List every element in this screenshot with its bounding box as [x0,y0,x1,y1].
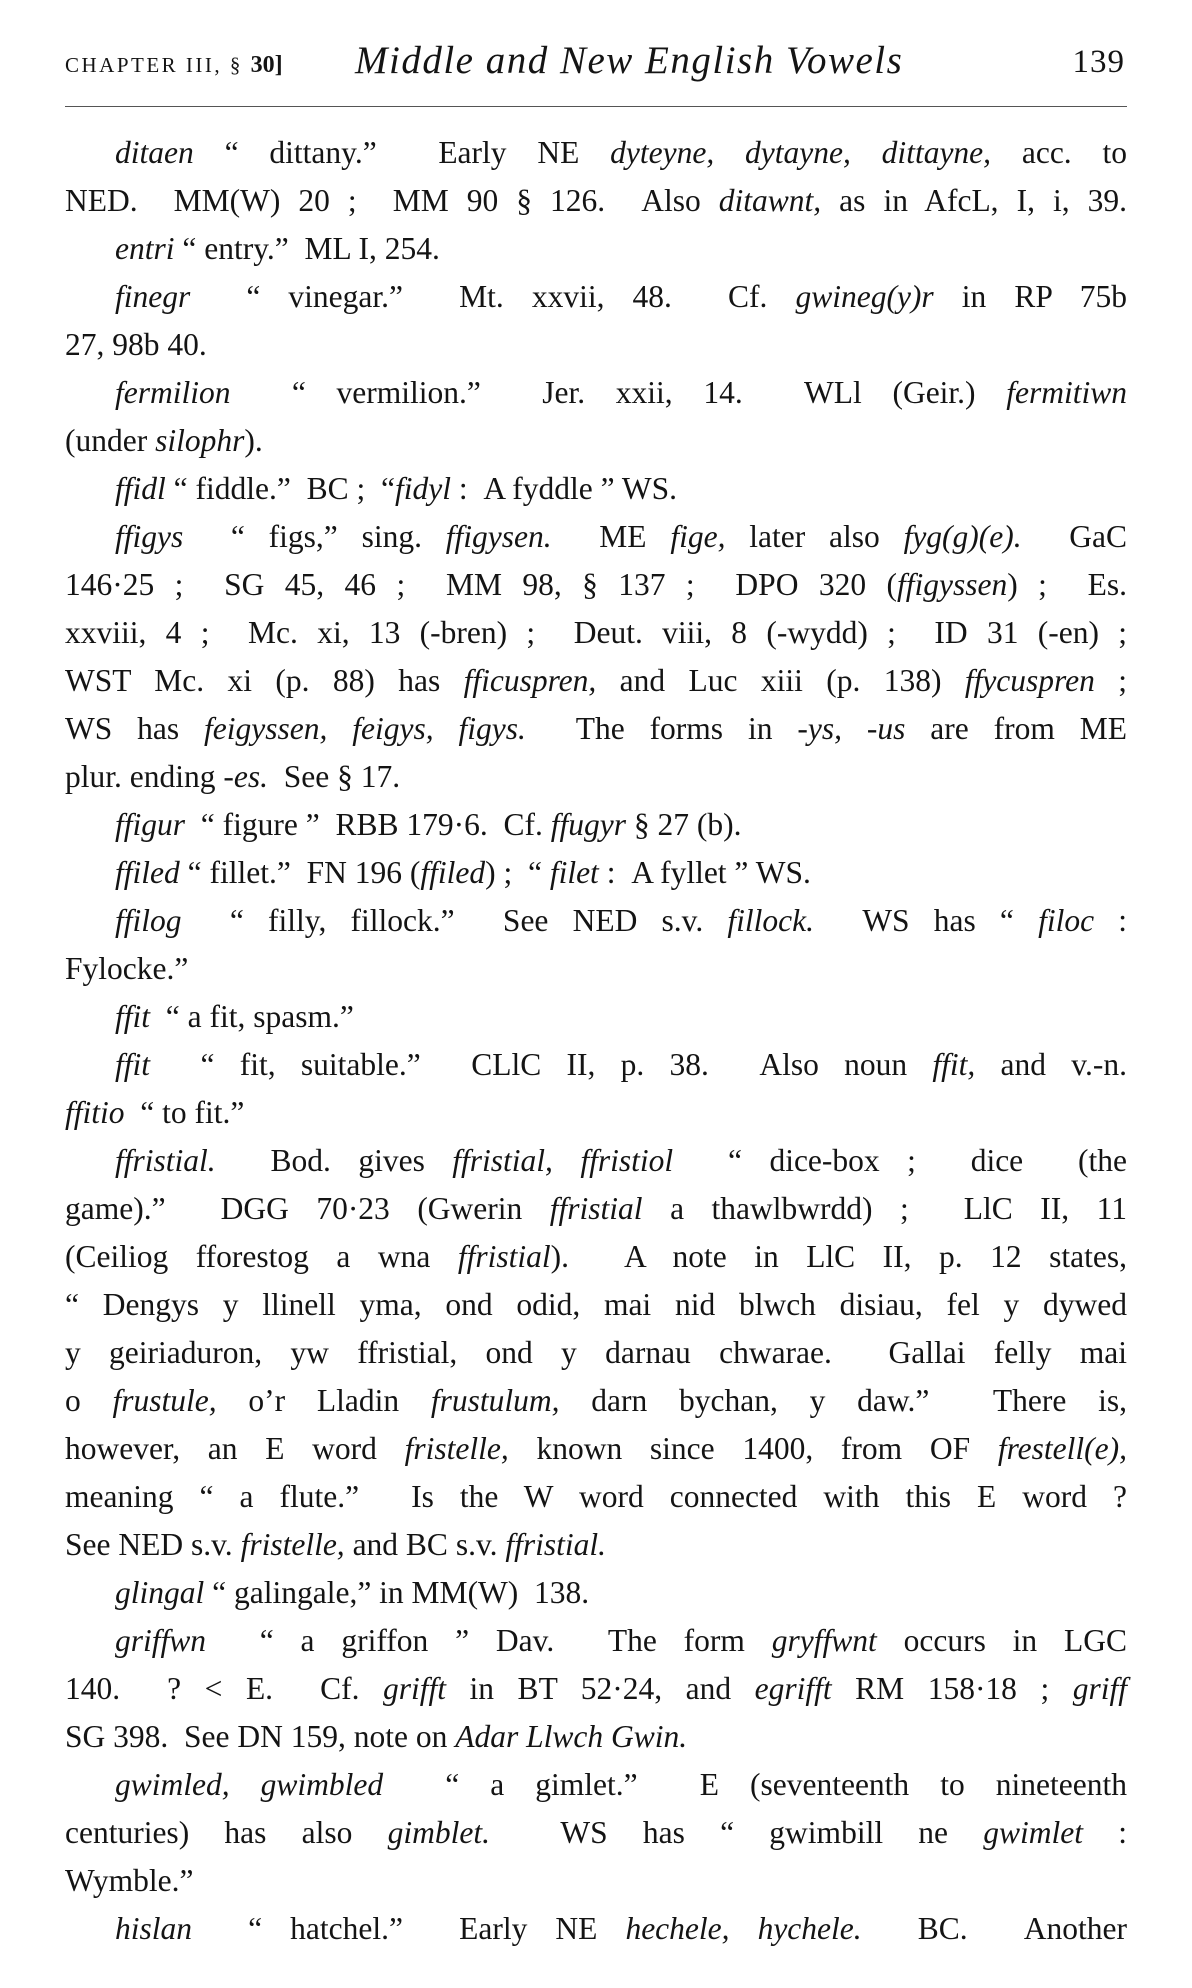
text-line: ffilog “ filly, fillock.” See NED s.v. fillock. WS has “ filoc : [115,903,1127,938]
text-line: fermilion “ vermilion.” Jer. xxii, 14. WLl (Geir.) fermitiwn [115,375,1127,410]
text-line: o frustule, o’r Lladin frustulum, darn bychan, y daw.” There is, [65,1383,1127,1418]
chapter-label: CHAPTER III, § 30] [65,52,283,78]
text-line: glingal “ galingale,” in MM(W) 138. [115,1575,590,1610]
text-line: 27, 98b 40. [65,327,207,362]
text-line: entri “ entry.” ML I, 254. [115,231,440,266]
text-line: ffigur “ figure ” RBB 179·6. Cf. ffugyr § 27 (b). [115,807,742,842]
text-line: See NED s.v. fristelle, and BC s.v. ffristial. [65,1527,607,1562]
text-line: y geiriaduron, yw ffristial, ond y darnau chwarae. Gallai felly mai [65,1335,1127,1370]
text-line: xxviii, 4 ; Mc. xi, 13 (-bren) ; Deut. viii, 8 (-wydd) ; ID 31 (-en) ; [65,615,1127,650]
text-line: game).” DGG 70·23 (Gwerin ffristial a thawlbwrdd) ; LlC II, 11 [65,1191,1127,1226]
text-line: Fylocke.” [65,951,189,986]
body-text [65,129,1127,1953]
page-number: 139 [1072,44,1125,80]
text-line: ffigys “ figs,” sing. ffigysen. ME fige, later also fyg(g)(e). GaC [115,519,1127,554]
text-line: gwimled, gwimbled “ a gimlet.” E (seventeenth to nineteenth [115,1767,1127,1802]
text-line: Wymble.” [65,1863,194,1898]
text-line: plur. ending -es. See § 17. [65,759,401,794]
text-line: 146·25 ; SG 45, 46 ; MM 98, § 137 ; DPO 320 (ffigyssen) ; Es. [65,567,1127,602]
chapter-title: Middle and New English Vowels [355,39,904,82]
section-number: 30] [250,52,283,78]
text-line: ffristial. Bod. gives ffristial, ffristiol “ dice-box ; dice (the [115,1143,1128,1178]
text-line: ffidl “ fiddle.” BC ; “fidyl : A fyddle ” WS. [115,471,677,506]
text-line: “ Dengys y llinell yma, ond odid, mai nid blwch disiau, fel y dywed [65,1287,1127,1322]
text-line: ffiled “ fillet.” FN 196 (ffiled) ; “ filet : A fyllet ” WS. [115,855,811,890]
running-head [65,38,1125,86]
text-line: NED. MM(W) 20 ; MM 90 § 126. Also ditawnt, as in AfcL, I, i, 39. [65,183,1127,218]
text-line: ffit “ a fit, spasm.” [115,999,354,1034]
header-rule [65,106,1127,107]
text-line: centuries) has also gimblet. WS has “ gwimbill ne gwimlet : [65,1815,1127,1850]
text-line: WS has feigyssen, feigys, figys. The forms in -ys, -us are from ME [65,711,1128,746]
text-line: SG 398. See DN 159, note on Adar Llwch Gwin. [65,1719,688,1754]
text-line: hislan “ hatchel.” Early NE hechele, hychele. BC. Another [115,1911,1127,1946]
text-line: ditaen “ dittany.” Early NE dyteyne, dytayne, dittayne, acc. to [115,135,1127,170]
text-line: ffitio “ to fit.” [65,1095,245,1130]
text-line: meaning “ a flute.” Is the W word connected with this E word ? [65,1479,1127,1514]
text-line: 140. ? < E. Cf. grifft in BT 52·24, and egrifft RM 158·18 ; griff [65,1671,1127,1706]
text-line: finegr “ vinegar.” Mt. xxvii, 48. Cf. gwineg(y)r in RP 75b [115,279,1127,314]
text-line: (under silophr). [65,423,263,458]
text-line: (Ceiliog fforestog a wna ffristial). A note in LlC II, p. 12 states, [65,1239,1128,1274]
text-line: griffwn “ a griffon ” Dav. The form gryffwnt occurs in LGC [115,1623,1128,1658]
text-line: WST Mc. xi (p. 88) has fficuspren, and Luc xiii (p. 138) ffycuspren ; [65,663,1127,698]
text-line: ffit “ fit, suitable.” CLlC II, p. 38. Also noun ffit, and v.-n. [115,1047,1127,1082]
text-line: however, an E word fristelle, known since 1400, from OF frestell(e), [65,1431,1127,1466]
